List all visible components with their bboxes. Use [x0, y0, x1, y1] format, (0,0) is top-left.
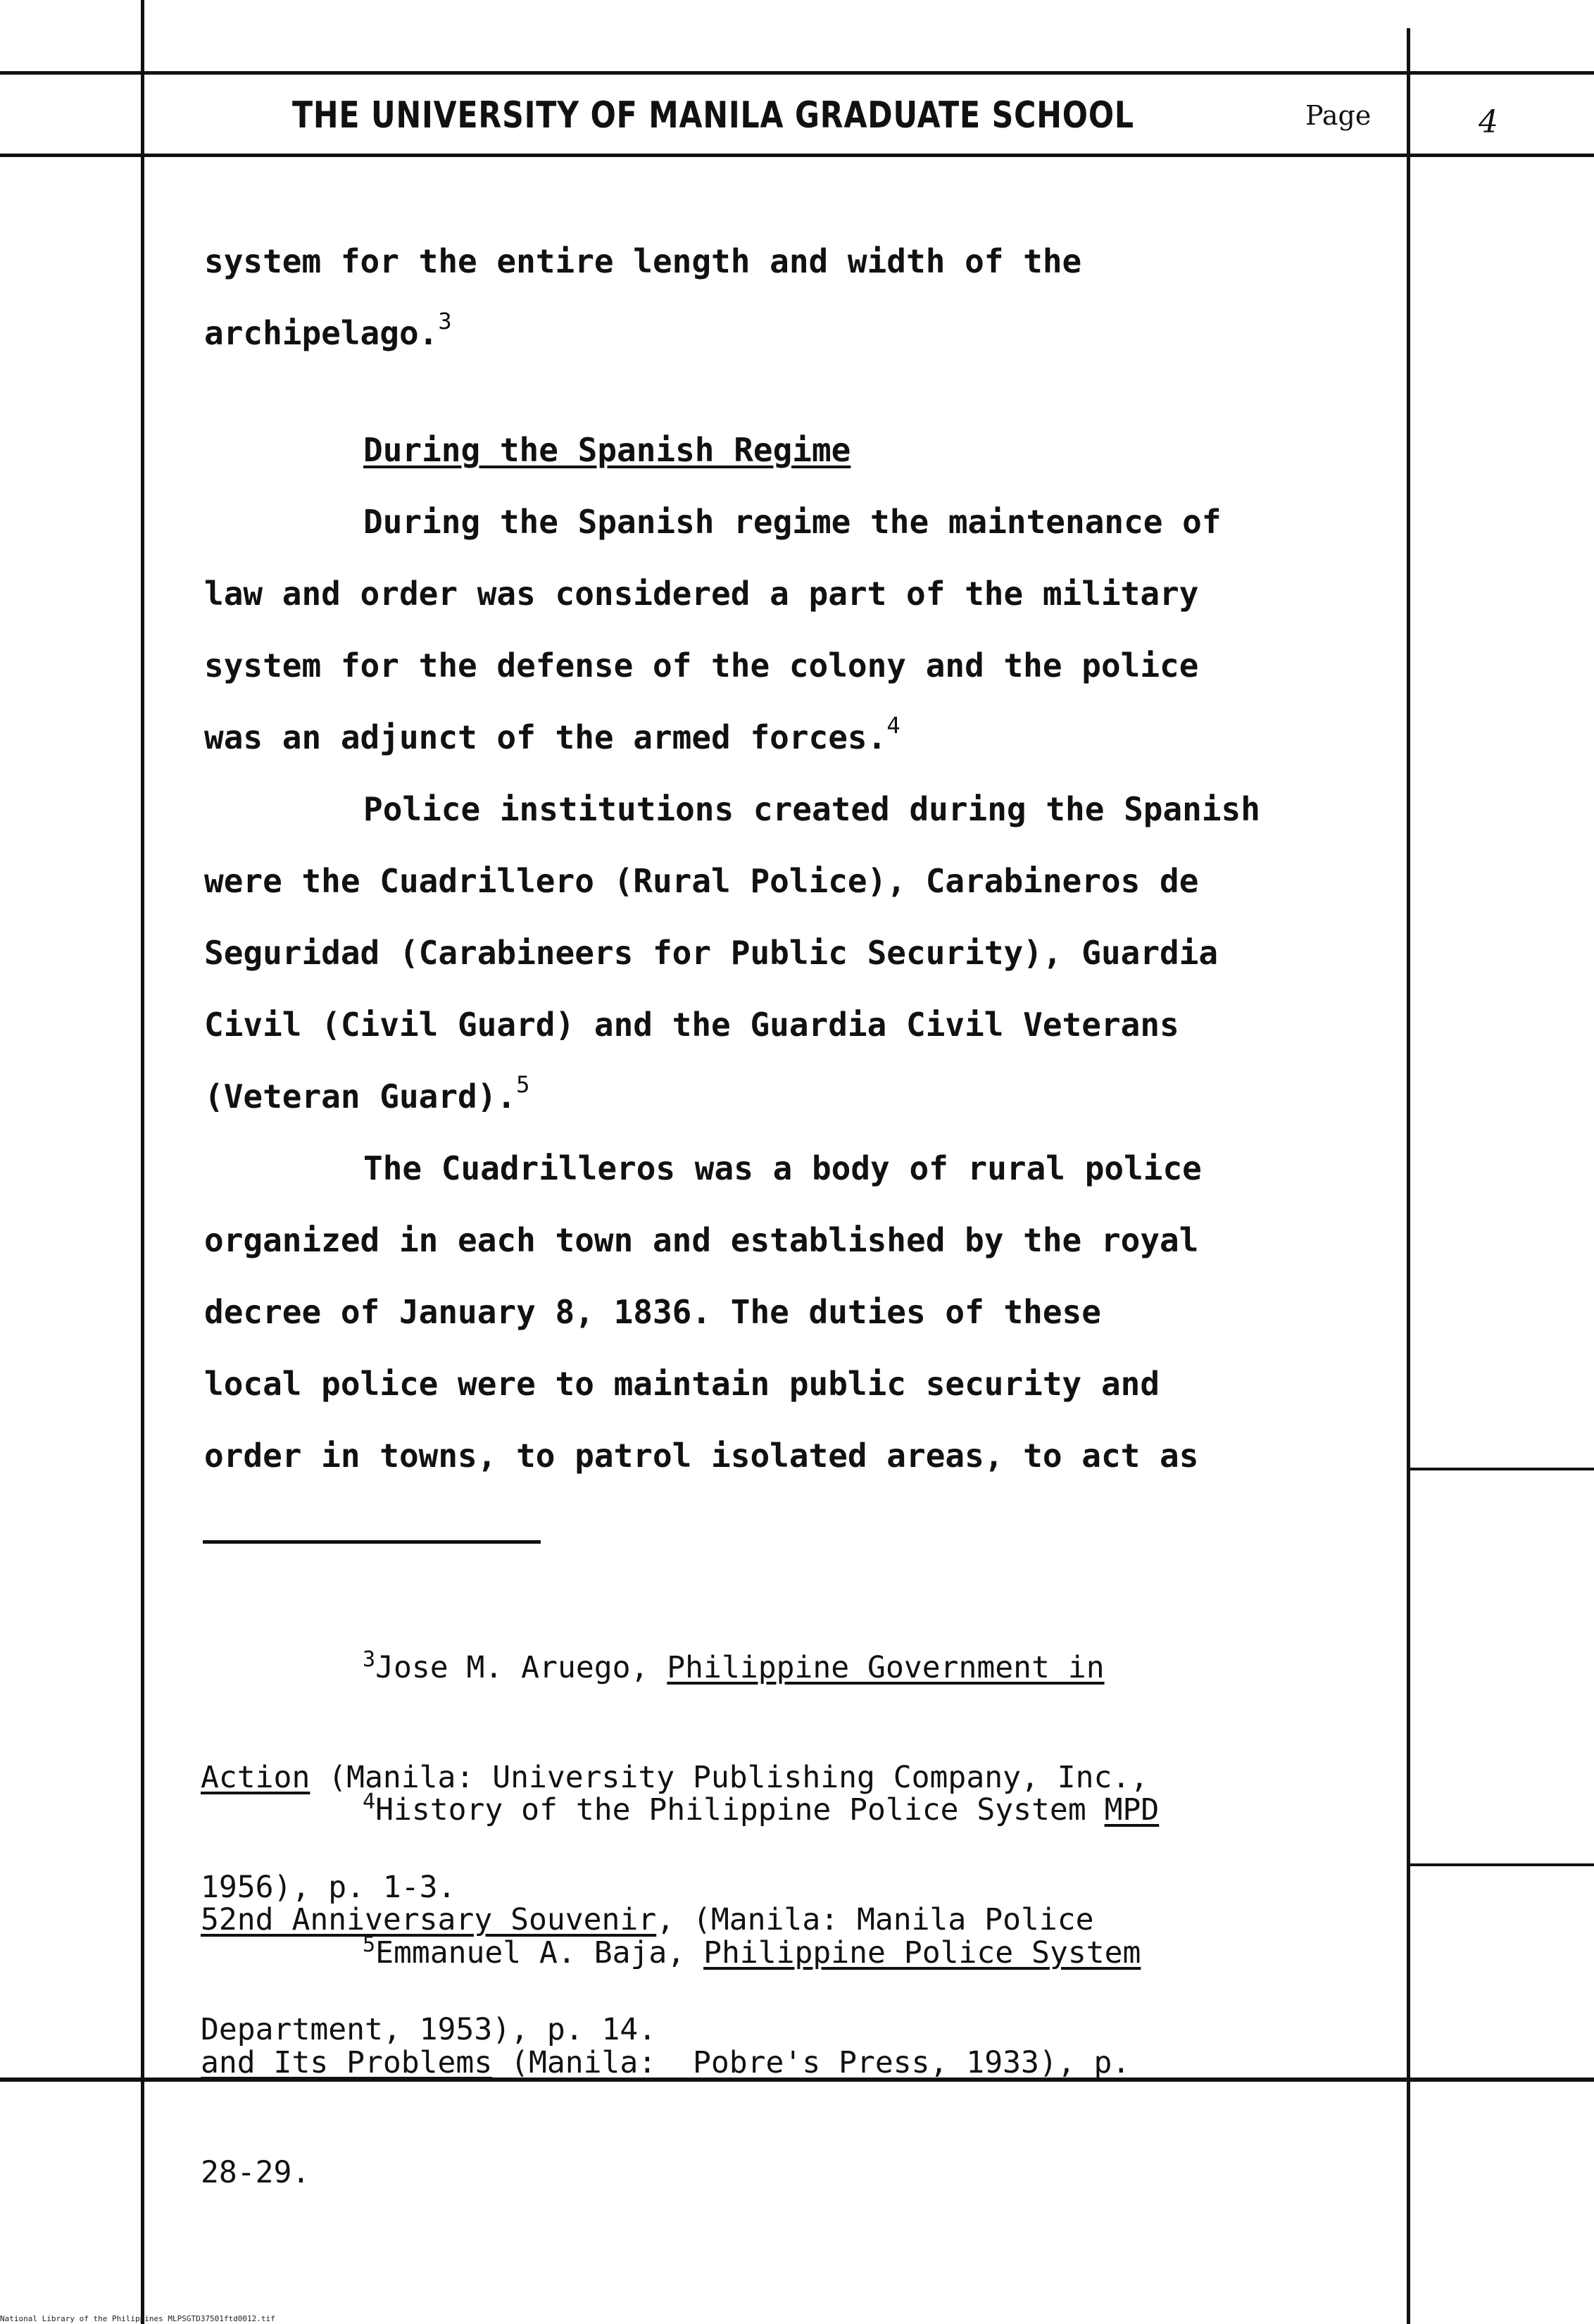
text-line: law and order was considered a part of the military — [204, 575, 1199, 613]
left-margin-rule — [141, 0, 144, 2324]
footnote-ref: 4 — [886, 712, 900, 739]
text-line: local police were to maintain public security and — [204, 1365, 1160, 1403]
footnote-title: 52nd Anniversary Souvenir — [201, 1902, 657, 1937]
page-header-title: THE UNIVERSITY OF MANILA GRADUATE SCHOOL — [292, 94, 1134, 137]
text-line: order in towns, to patrol isolated areas, to act as — [204, 1437, 1199, 1475]
text-span: archipelago. — [204, 314, 439, 352]
text-span: was an adjunct of the armed forces. — [204, 718, 887, 756]
footnote-title: Philippine Police System — [703, 1935, 1141, 1970]
footnote-text: 1956), p. 1-3. — [201, 1870, 456, 1905]
footnote-ref: 5 — [516, 1071, 530, 1098]
footnote-text: , (Manila: Manila Police — [656, 1902, 1094, 1937]
text-line: decree of January 8, 1836. The duties of these — [204, 1293, 1101, 1331]
text-span: (Veteran Guard). — [204, 1077, 517, 1116]
footnote-marker: 3 — [363, 1647, 376, 1672]
text-line: During the Spanish regime the maintenance of — [363, 503, 1222, 541]
text-line — [204, 701, 900, 773]
footnote-text: 28-29. — [201, 2155, 310, 2190]
footnote-title: Action — [201, 1760, 310, 1795]
text-line: organized in each town and established by the royal — [204, 1221, 1199, 1259]
footnote-marker: 5 — [363, 1932, 376, 1957]
footnote-marker: 4 — [363, 1789, 376, 1814]
text-line: system for the entire length and width of the — [204, 242, 1082, 280]
footnote-text: Department, 1953), p. 14. — [201, 2012, 657, 2047]
footnote-title: and Its Problems — [201, 2045, 493, 2080]
section-heading — [204, 414, 851, 486]
text-line: Civil (Civil Guard) and the Guardia Civil Veterans — [204, 1006, 1179, 1044]
text-line: Seguridad (Carabineers for Public Security), Guardia — [204, 934, 1219, 972]
text-line: system for the defense of the colony and the police — [204, 646, 1199, 685]
footnote-text: Jose M. Aruego, — [375, 1650, 667, 1685]
footnote-title: MPD — [1104, 1792, 1160, 1828]
scan-source-note: National Library of the Philippines MLPSGTD37501ftd0012.tif — [0, 2314, 275, 2323]
footnote-text: Emmanuel A. Baja, — [375, 1935, 704, 1970]
page-label: Page — [1305, 100, 1372, 131]
text-line — [204, 1061, 529, 1132]
footnote-separator — [203, 1540, 541, 1544]
text-line: were the Cuadrillero (Rural Police), Carabineros de — [204, 862, 1199, 900]
header-top-rule — [0, 71, 1594, 75]
right-margin-rule — [1407, 28, 1410, 2324]
footnote-ref: 3 — [438, 308, 452, 335]
text-line: Police institutions created during the Spanish — [363, 790, 1260, 828]
header-bottom-rule — [0, 154, 1594, 157]
footnote-title: Philippine Government in — [667, 1650, 1105, 1685]
footnote-text: (Manila: University Publishing Company, Inc., — [310, 1760, 1149, 1795]
right-side-tick-2 — [1410, 1863, 1594, 1866]
footnote-text: History of the Philippine Police System — [375, 1792, 1105, 1828]
footnote-text: (Manila: Pobre's Press, 1933), p. — [492, 2045, 1131, 2080]
text-line — [204, 297, 452, 369]
right-side-tick-1 — [1410, 1468, 1594, 1470]
footnote-5 — [201, 1861, 1369, 2228]
page-number: 4 — [1479, 104, 1498, 140]
section-heading-text: During the Spanish Regime — [363, 431, 851, 469]
text-line: The Cuadrilleros was a body of rural police — [363, 1149, 1202, 1187]
